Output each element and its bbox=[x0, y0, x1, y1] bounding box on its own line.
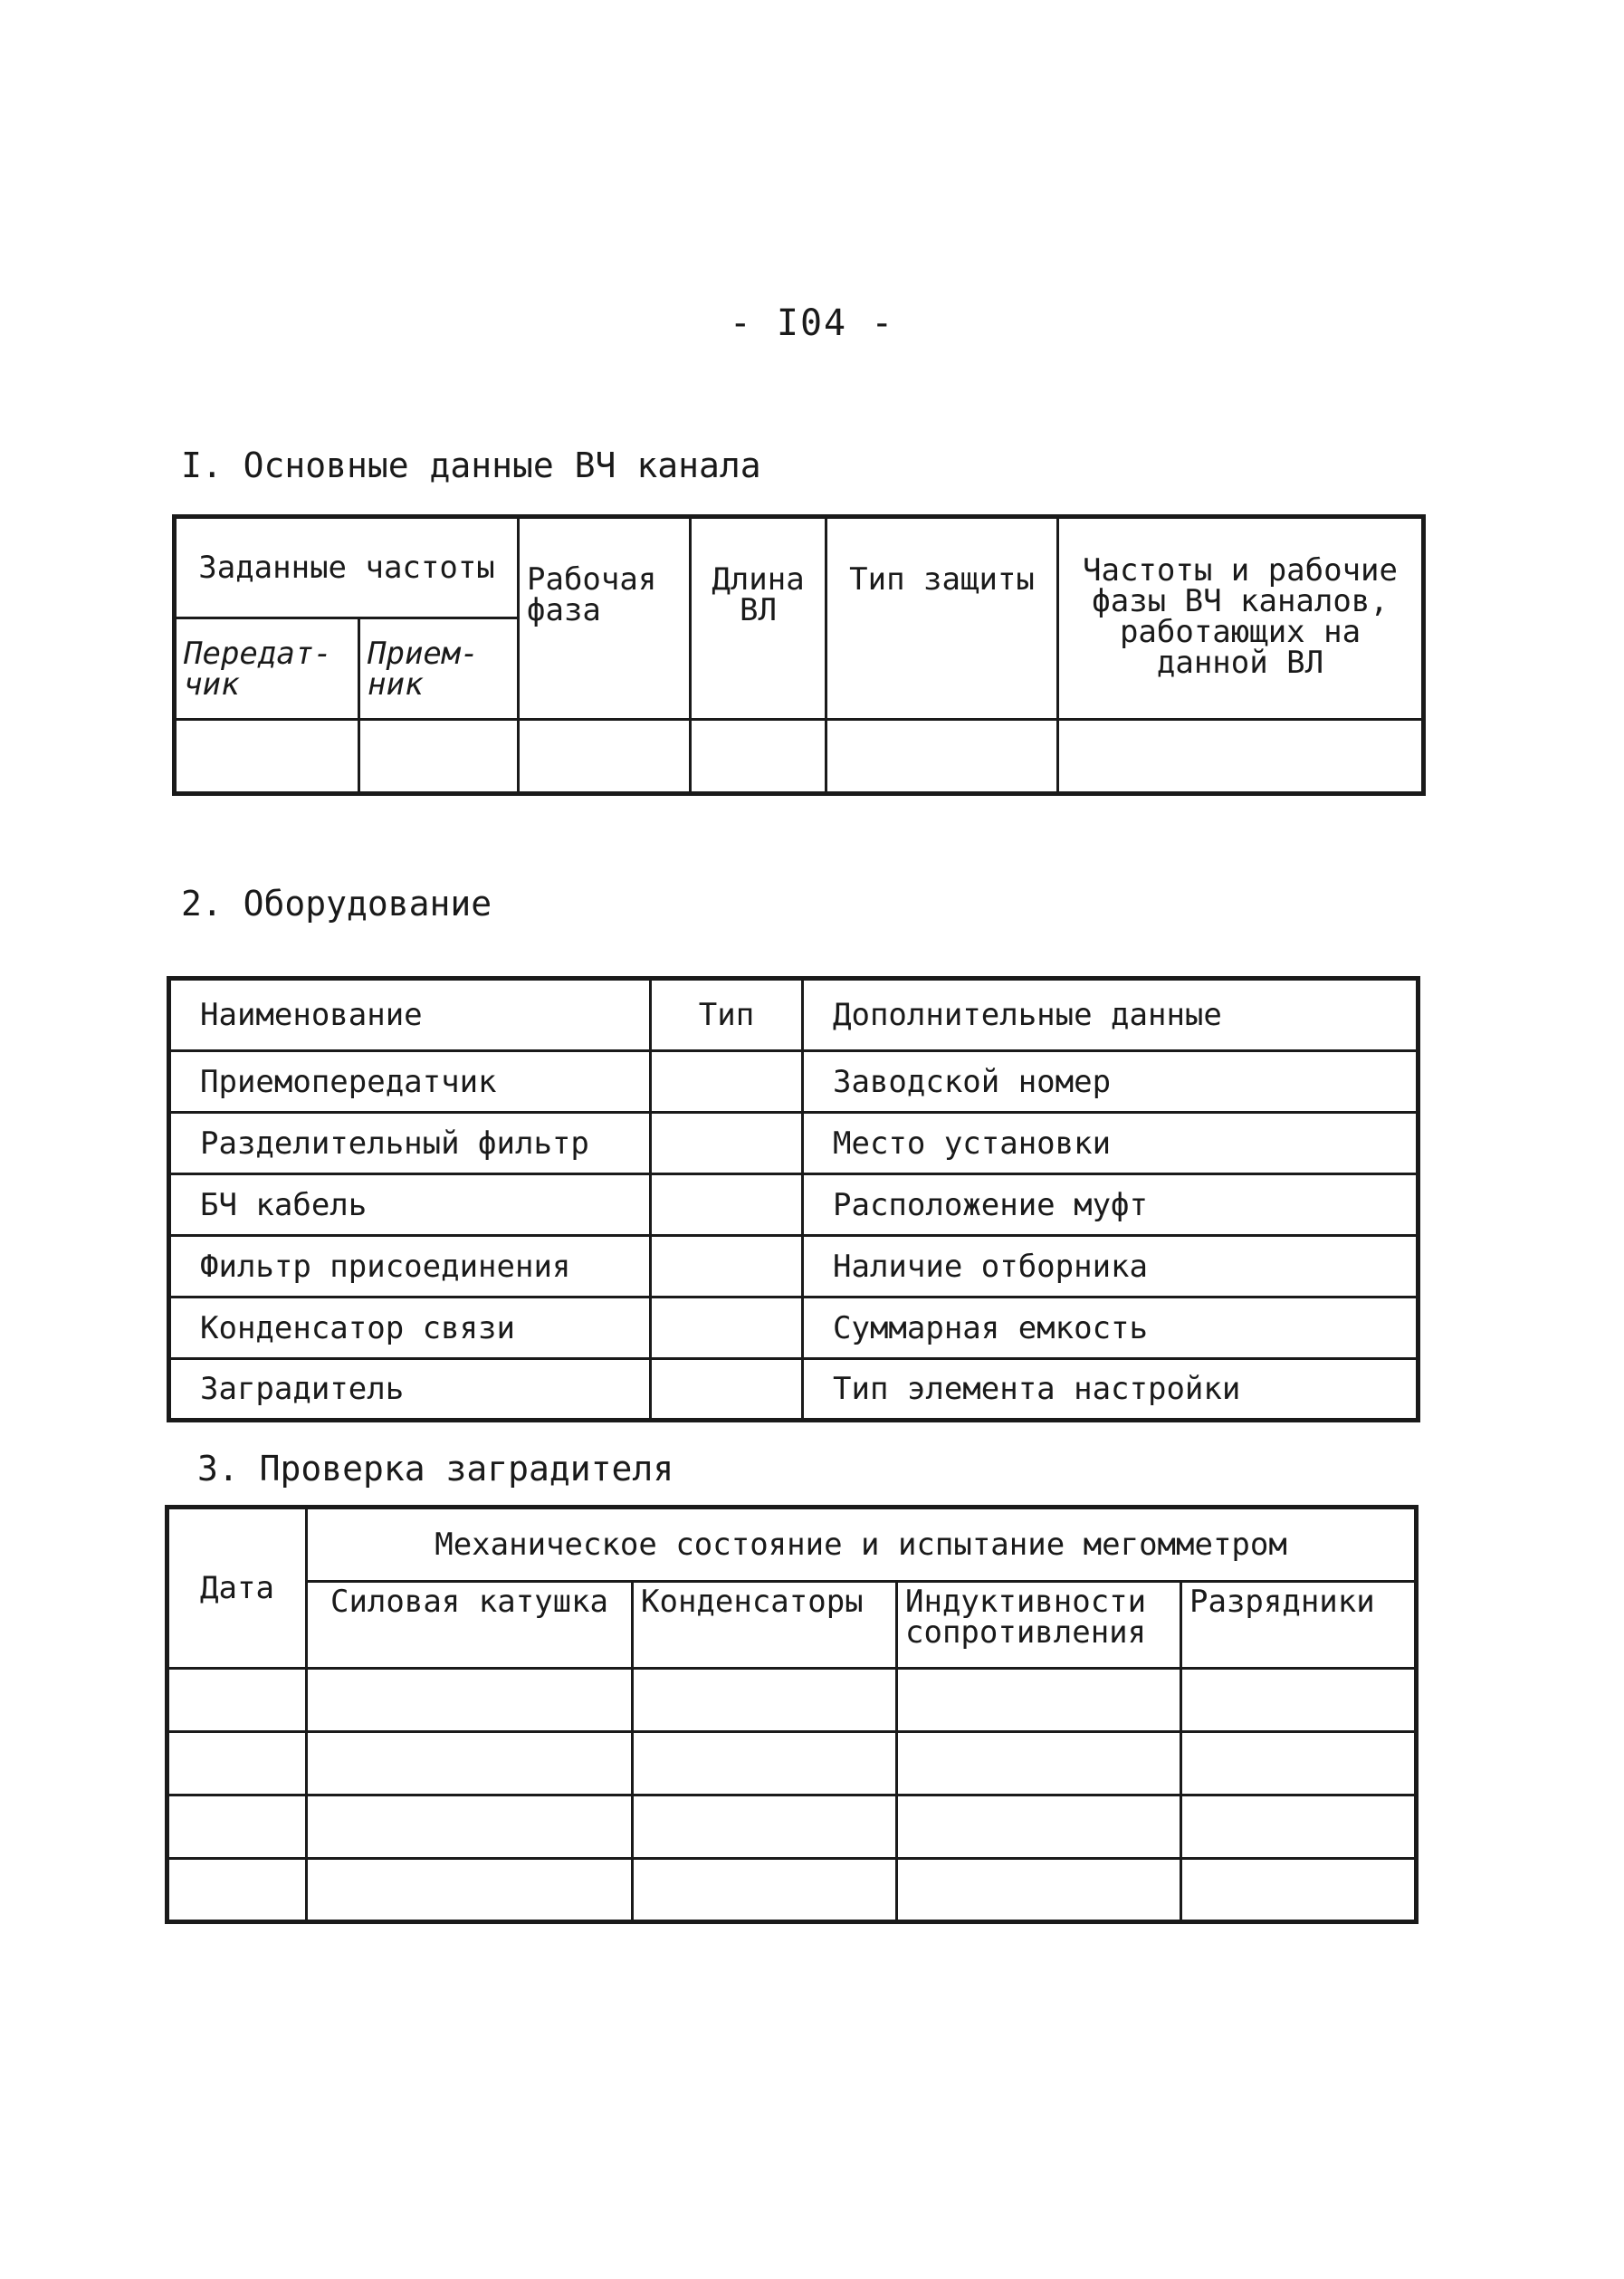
header-date: Дата bbox=[167, 1508, 307, 1669]
cell-coil bbox=[307, 1795, 633, 1859]
equipment-type bbox=[651, 1113, 803, 1174]
section-2-title: 2. Оборудование bbox=[181, 884, 492, 924]
cell-coil bbox=[307, 1732, 633, 1795]
header-receiver: Прием-ник bbox=[359, 618, 519, 720]
equipment-extra: Тип элемента настройки bbox=[803, 1359, 1419, 1421]
equipment-type bbox=[651, 1051, 803, 1113]
equipment-extra: Суммарная емкость bbox=[803, 1297, 1419, 1359]
cell-capacitors bbox=[633, 1859, 897, 1922]
cell-line-length-value bbox=[691, 720, 826, 794]
equipment-name: Приемопередатчик bbox=[169, 1051, 651, 1113]
cell-date bbox=[167, 1795, 307, 1859]
equipment-table bbox=[167, 976, 1420, 1422]
header-inductive-resistors: Индуктивности сопротивления bbox=[897, 1582, 1181, 1669]
cell-inductive bbox=[897, 1859, 1181, 1922]
header-arresters: Разрядники bbox=[1181, 1582, 1417, 1669]
header-name: Наименование bbox=[169, 979, 651, 1051]
equipment-name: Заградитель bbox=[169, 1359, 651, 1421]
header-work-phase: Рабочая фаза bbox=[519, 517, 691, 720]
equipment-extra: Место установки bbox=[803, 1113, 1419, 1174]
cell-arresters bbox=[1181, 1732, 1417, 1795]
cell-arresters bbox=[1181, 1669, 1417, 1732]
header-mechanical-group: Механическое состояние и испытание мегомметром bbox=[307, 1508, 1417, 1582]
header-protection-type: Тип защиты bbox=[826, 517, 1058, 720]
cell-date bbox=[167, 1859, 307, 1922]
cell-arresters bbox=[1181, 1795, 1417, 1859]
cell-capacitors bbox=[633, 1669, 897, 1732]
header-transmitter: Передат-чик bbox=[175, 618, 359, 720]
cell-date bbox=[167, 1669, 307, 1732]
equipment-type bbox=[651, 1359, 803, 1421]
header-power-coil: Силовая катушка bbox=[307, 1582, 633, 1669]
equipment-name: Конденсатор связи bbox=[169, 1297, 651, 1359]
header-type: Тип bbox=[651, 979, 803, 1051]
section-3-title: 3. Проверка заградителя bbox=[197, 1449, 674, 1489]
cell-date bbox=[167, 1732, 307, 1795]
equipment-extra: Расположение муфт bbox=[803, 1174, 1419, 1236]
equipment-name: Разделительный фильтр bbox=[169, 1113, 651, 1174]
cell-capacitors bbox=[633, 1732, 897, 1795]
page-number: - I04 - bbox=[729, 302, 895, 344]
equipment-name: Фильтр присоединения bbox=[169, 1236, 651, 1297]
cell-coil bbox=[307, 1859, 633, 1922]
header-given-frequencies: Заданные частоты bbox=[175, 517, 519, 618]
cell-inductive bbox=[897, 1669, 1181, 1732]
equipment-type bbox=[651, 1174, 803, 1236]
cell-arresters bbox=[1181, 1859, 1417, 1922]
equipment-extra: Наличие отборника bbox=[803, 1236, 1419, 1297]
cell-other-channels-value bbox=[1058, 720, 1424, 794]
section-1-title: I. Основные данные ВЧ канала bbox=[181, 445, 761, 485]
cell-inductive bbox=[897, 1732, 1181, 1795]
cell-work-phase-value bbox=[519, 720, 691, 794]
header-other-channels: Частоты и рабочие фазы ВЧ каналов, работающих на данной ВЛ bbox=[1058, 517, 1424, 720]
cell-capacitors bbox=[633, 1795, 897, 1859]
equipment-extra: Заводской номер bbox=[803, 1051, 1419, 1113]
equipment-type bbox=[651, 1297, 803, 1359]
trap-check-table bbox=[165, 1505, 1419, 1924]
cell-inductive bbox=[897, 1795, 1181, 1859]
header-line-length: Длина ВЛ bbox=[691, 517, 826, 720]
cell-receiver-value bbox=[359, 720, 519, 794]
equipment-name: БЧ кабель bbox=[169, 1174, 651, 1236]
cell-protection-type-value bbox=[826, 720, 1058, 794]
header-extra: Дополнительные данные bbox=[803, 979, 1419, 1051]
cell-transmitter-value bbox=[175, 720, 359, 794]
equipment-type bbox=[651, 1236, 803, 1297]
header-capacitors: Конденсаторы bbox=[633, 1582, 897, 1669]
cell-coil bbox=[307, 1669, 633, 1732]
channel-data-table bbox=[172, 514, 1426, 796]
